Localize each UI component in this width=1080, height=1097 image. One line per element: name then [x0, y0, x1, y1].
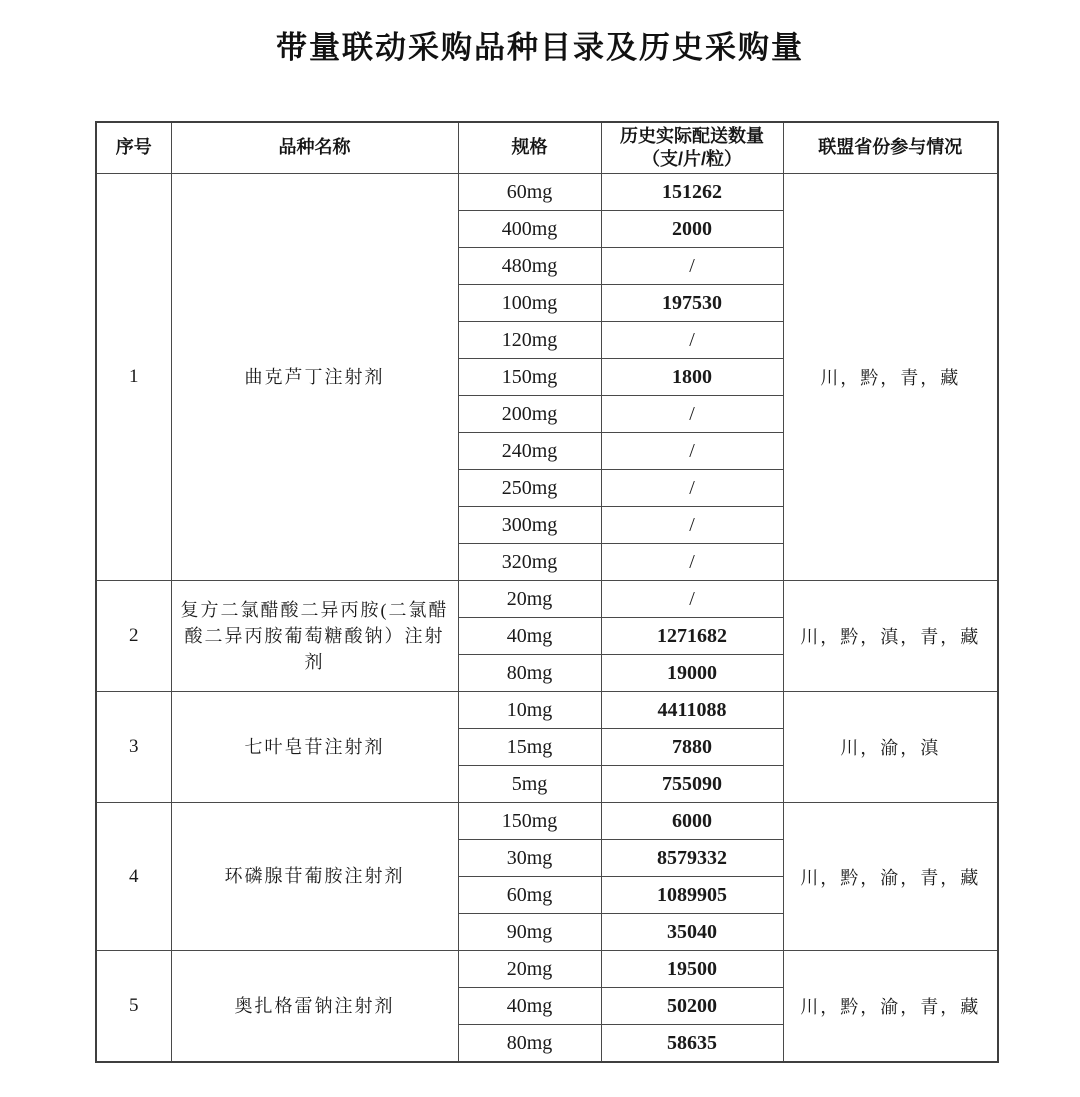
- cell-provinces: 川，黔，渝，青，藏: [783, 951, 998, 1063]
- cell-qty: 58635: [601, 1025, 783, 1063]
- cell-spec: 60mg: [458, 174, 601, 211]
- cell-spec: 40mg: [458, 618, 601, 655]
- header-row: [96, 122, 998, 174]
- cell-spec: 480mg: [458, 248, 601, 285]
- cell-spec: 200mg: [458, 396, 601, 433]
- cell-spec: 150mg: [458, 359, 601, 396]
- cell-provinces: 川，黔，渝，青，藏: [783, 803, 998, 951]
- col-header-serial-number: 序号: [96, 122, 171, 174]
- cell-spec: 240mg: [458, 433, 601, 470]
- cell-spec: 320mg: [458, 544, 601, 581]
- cell-qty: /: [601, 248, 783, 285]
- cell-qty: /: [601, 507, 783, 544]
- cell-serial-number: 1: [96, 174, 171, 581]
- cell-qty: 2000: [601, 211, 783, 248]
- cell-spec: 20mg: [458, 581, 601, 618]
- cell-spec: 150mg: [458, 803, 601, 840]
- cell-serial-number: 2: [96, 581, 171, 692]
- cell-qty: 4411088: [601, 692, 783, 729]
- cell-qty: /: [601, 470, 783, 507]
- cell-qty: 8579332: [601, 840, 783, 877]
- cell-qty: /: [601, 433, 783, 470]
- col-header-historical-qty-line1: 历史实际配送数量: [620, 125, 764, 146]
- cell-spec: 20mg: [458, 951, 601, 988]
- cell-qty: 19500: [601, 951, 783, 988]
- cell-product-name: 七叶皂苷注射剂: [171, 692, 458, 803]
- cell-qty: 151262: [601, 174, 783, 211]
- cell-spec: 300mg: [458, 507, 601, 544]
- cell-qty: 1800: [601, 359, 783, 396]
- cell-qty: 197530: [601, 285, 783, 322]
- cell-serial-number: 5: [96, 951, 171, 1063]
- table-body: [96, 174, 998, 1063]
- cell-qty: /: [601, 396, 783, 433]
- table-row: [96, 692, 998, 729]
- table-row: [96, 803, 998, 840]
- cell-spec: 10mg: [458, 692, 601, 729]
- col-header-provinces: 联盟省份参与情况: [783, 122, 998, 174]
- cell-qty: 1271682: [601, 618, 783, 655]
- cell-qty: /: [601, 581, 783, 618]
- cell-spec: 60mg: [458, 877, 601, 914]
- cell-qty: 6000: [601, 803, 783, 840]
- cell-qty: /: [601, 322, 783, 359]
- cell-qty: 1089905: [601, 877, 783, 914]
- cell-spec: 30mg: [458, 840, 601, 877]
- cell-spec: 250mg: [458, 470, 601, 507]
- table-row: [96, 581, 998, 618]
- cell-spec: 80mg: [458, 1025, 601, 1063]
- cell-product-name: 曲克芦丁注射剂: [171, 174, 458, 581]
- cell-product-name: 复方二氯醋酸二异丙胺(二氯醋酸二异丙胺葡萄糖酸钠）注射剂: [171, 581, 458, 692]
- cell-spec: 40mg: [458, 988, 601, 1025]
- cell-product-name: 环磷腺苷葡胺注射剂: [171, 803, 458, 951]
- cell-serial-number: 4: [96, 803, 171, 951]
- procurement-table: [95, 121, 999, 1063]
- table-row: [96, 174, 998, 211]
- cell-product-name: 奥扎格雷钠注射剂: [171, 951, 458, 1063]
- cell-spec: 5mg: [458, 766, 601, 803]
- cell-spec: 400mg: [458, 211, 601, 248]
- cell-spec: 15mg: [458, 729, 601, 766]
- cell-qty: 35040: [601, 914, 783, 951]
- cell-provinces: 川，黔，青，藏: [783, 174, 998, 581]
- col-header-historical-qty-line2: （支/片/粒）: [641, 149, 742, 169]
- cell-spec: 80mg: [458, 655, 601, 692]
- cell-qty: /: [601, 544, 783, 581]
- cell-spec: 120mg: [458, 322, 601, 359]
- col-header-historical-qty: [601, 122, 783, 174]
- cell-spec: 90mg: [458, 914, 601, 951]
- cell-spec: 100mg: [458, 285, 601, 322]
- cell-provinces: 川，渝，滇: [783, 692, 998, 803]
- cell-qty: 755090: [601, 766, 783, 803]
- cell-qty: 7880: [601, 729, 783, 766]
- cell-provinces: 川，黔，滇，青，藏: [783, 581, 998, 692]
- cell-qty: 19000: [601, 655, 783, 692]
- col-header-spec: 规格: [458, 122, 601, 174]
- table-row: [96, 951, 998, 988]
- page-title: 带量联动采购品种目录及历史采购量: [276, 30, 804, 65]
- col-header-product-name: 品种名称: [171, 122, 458, 174]
- cell-qty: 50200: [601, 988, 783, 1025]
- cell-serial-number: 3: [96, 692, 171, 803]
